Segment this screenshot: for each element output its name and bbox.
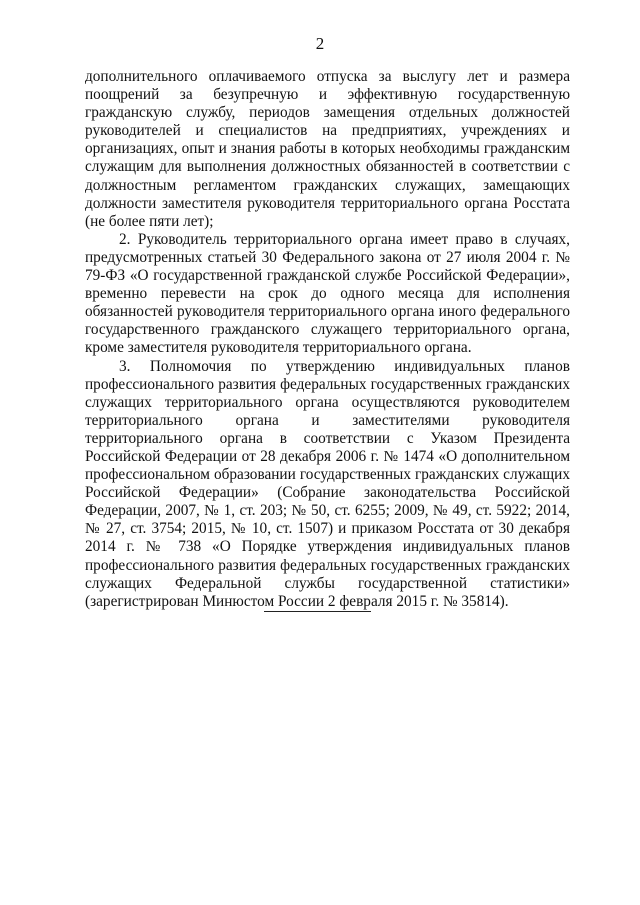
paragraph-item-3: 3. Полномочия по утверждению индивидуальных планов профессионального развития федеральных государственных гражданских служащих территориального органа осуществляются руководителем территориального органа и заместителями руководителя территориального органа в соответствии с Указом Президента Российской Федерации от 28 декабря 2006 г. № 1474 «О дополнительном профессиональном образовании государственных гражданских служащих Российской Федерации» (Собрание законодательства Российской Федерации, 2007, № 1, ст. 203; № 50, ст. 6255; 2009, № 49, ст. 5922; 2014, № 27, ст. 3754; 2015, № 10, ст. 1507) и приказом Росстата от 30 декабря 2014 г. № 738 «О Порядке утверждения индивидуальных планов профессионального развития федеральных государственных гражданских служащих Федеральной службы государственной статистики» (зарегистрирован Минюстом России 2 февраля 2015 г. № 35814).	[85, 357, 570, 610]
document-body	[85, 68, 570, 611]
end-separator-line	[264, 611, 371, 612]
page-number: 2	[315, 34, 325, 53]
paragraph-continuation: дополнительного оплачиваемого отпуска за выслугу лет и размера поощрений за безупречную и эффективную государственную гражданскую службу, периодов замещения отдельных должностей руководителей и специалистов на предприятиях, учреждениях и организациях, опыт и знания работы в которых необходимы гражданским служащим для выполнения должностных обязанностей в соответствии с должностным регламентом гражданских служащих, замещающих должности заместителя руководителя территориального органа Росстата (не более пяти лет);	[85, 68, 570, 230]
paragraph-item-2: 2. Руководитель территориального органа имеет право в случаях, предусмотренных статьей 30 Федерального закона от 27 июля 2004 г. № 79-ФЗ «О государственной гражданской службе Российской Федерации», временно перевести на срок до одного месяца для исполнения обязанностей руководителя территориального органа иного федерального государственного гражданского служащего территориального органа, кроме заместителя руководителя территориального органа.	[85, 230, 570, 357]
